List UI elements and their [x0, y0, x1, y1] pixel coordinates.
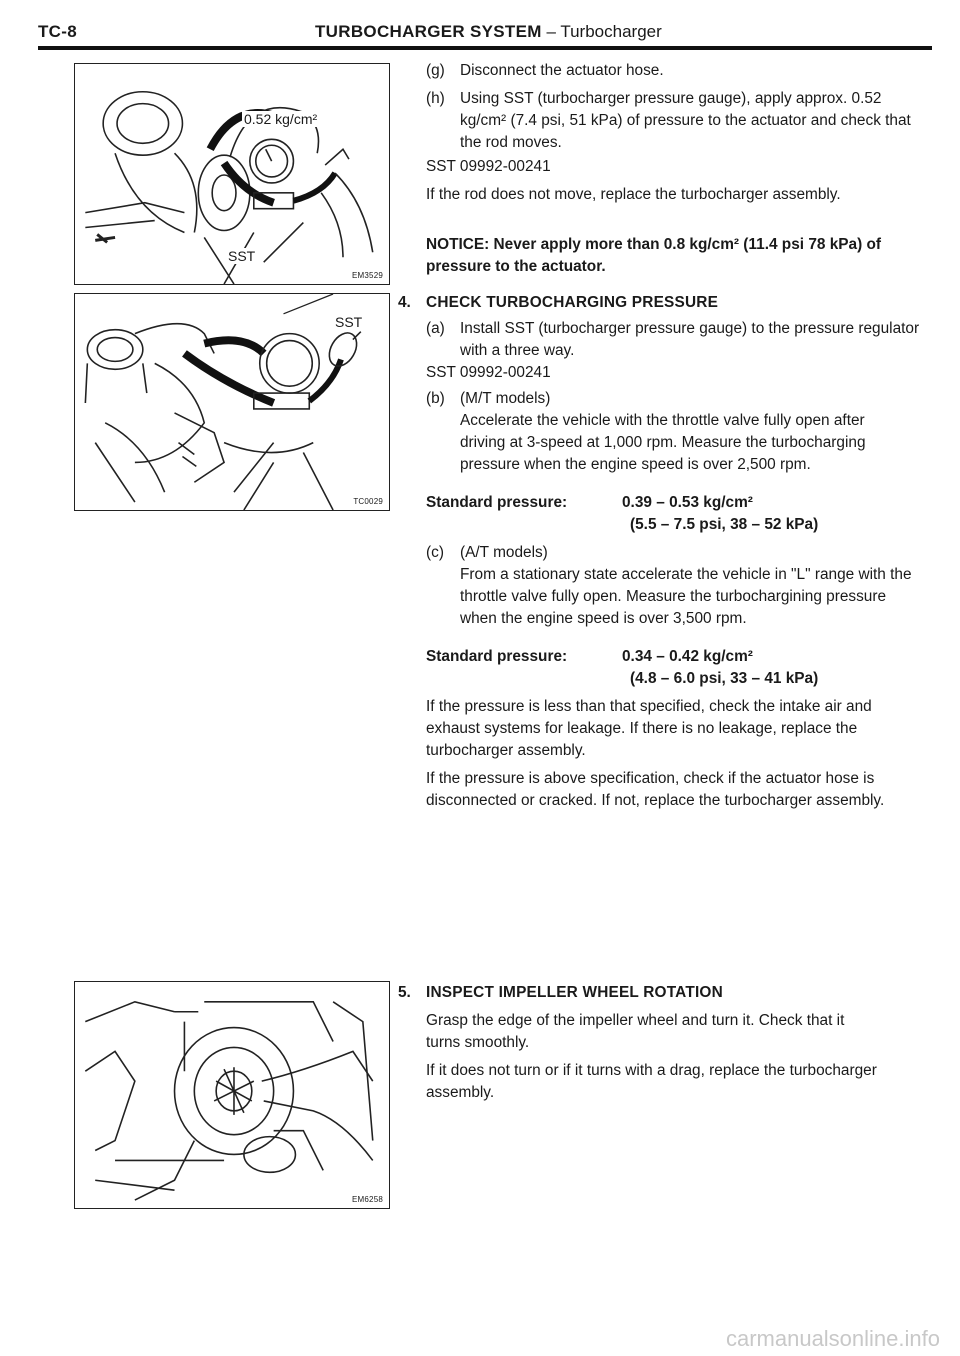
- section-5-number: 5.: [398, 984, 411, 1001]
- spec-c-value-2: (4.8 – 6.0 psi, 33 – 41 kPa): [630, 670, 819, 687]
- spec-c-value-1: 0.34 – 0.42 kg/cm²: [622, 648, 753, 665]
- step-a-sst: SST 09992-00241: [426, 364, 551, 381]
- step-c-text: From a stationary state accelerate the vehicle in "L" range with the throttle valve fully open. Measure the turbochargining pressure when the engine speed is over 3,500 rpm.: [460, 566, 912, 627]
- figure-code: EM3529: [352, 271, 383, 280]
- spec-b-label: Standard pressure:: [426, 494, 568, 511]
- figure-pressure-gauge: [74, 293, 390, 511]
- low-pressure-text: If the pressure is less than that specified, check the intake air and exhaust systems for leakage. If there is no leakage, replace the turbocharger assembly.: [426, 698, 872, 759]
- page-title: TURBOCHARGER SYSTEM – Turbocharger: [315, 22, 662, 41]
- step-b-text: Accelerate the vehicle with the throttle valve fully open after driving at 3-speed at 1,000 rpm. Measure the turbocharging pressure when the engine speed is over 2,500 rpm.: [460, 412, 866, 473]
- step-5-fail: If it does not turn or if it turns with a drag, replace the turbocharger assembly.: [426, 1062, 877, 1101]
- figure-label-sst: SST: [335, 314, 363, 330]
- figure-actuator-test: [74, 63, 390, 285]
- spec-b-value-2: (5.5 – 7.5 psi, 38 – 52 kPa): [630, 516, 819, 533]
- spec-c-label: Standard pressure:: [426, 648, 568, 665]
- figure-impeller-wheel: [74, 981, 390, 1209]
- step-5-text: Grasp the edge of the impeller wheel and turn it. Check that it turns smoothly.: [426, 1012, 845, 1051]
- spec-b-value-1: 0.39 – 0.53 kg/cm²: [622, 494, 753, 511]
- impeller-wheel-illustration: [75, 982, 389, 1208]
- watermark: carmanualsonline.info: [725, 1326, 940, 1351]
- section-4-title: CHECK TURBOCHARGING PRESSURE: [426, 294, 719, 311]
- section-5-title: INSPECT IMPELLER WHEEL ROTATION: [426, 984, 723, 1001]
- figure-label-pressure: 0.52 kg/cm²: [244, 111, 318, 127]
- step-h-sst: SST 09992-00241: [426, 158, 551, 175]
- notice-text: NOTICE: Never apply more than 0.8 kg/cm² (11.4 psi 78 kPa) of pressure to the actuator.: [426, 236, 882, 275]
- figure-label-sst: SST: [228, 248, 256, 264]
- step-h-fail: If the rod does not move, replace the turbocharger assembly.: [426, 186, 841, 203]
- high-pressure-text: If the pressure is above specification, check if the actuator hose is disconnected or cracked. If not, replace the turbocharger assembly.: [426, 770, 885, 809]
- figure-code: TC0029: [353, 497, 383, 506]
- section-4-number: 4.: [398, 294, 411, 311]
- page-header: [38, 22, 932, 46]
- figure-code: EM6258: [352, 1195, 383, 1204]
- procedure-text: (g) Disconnect the actuator hose. (h) Using SST (turbocharger pressure gauge), apply approx. 0.52 kg/cm² (7.4 psi, 51 kPa) of pressure to the actuator and check that the rod moves. SST 09992-00241 If the rod does not move, replace the turbocharger assembly. NOTICE: Never apply more than 0.8 kg/cm² (11.4 psi 78 kPa) of pressure to the actuator. 4. CHECK TURBOCHARGING PRESSURE (a) Install SST (turbocharger pressure gauge) to the pressure regulator with a three way. SST 09992-00241 (b) (M/T models) Accelerate the vehicle with the throttle valve fully open after driving at 3-speed at 1,000 rpm. Measure the turbocharging pressure when the engine speed is over 2,500 rpm. Standard pressure: 0.39 – 0.53 kg/cm² (5.5 – 7.5 psi, 38 – 52 kPa) (c) (A/T models) From a stationary state accelerate the vehicle in "L" range with the throttle valve fully open. Measure the turbochargining pressure when the engine speed is over 3,500 rpm. Standard pressure: 0.34 – 0.42 kg/cm² (4.8 – 6.0 psi, 33 – 41 kPa) If the pressure is less than that specified, check the intake air and exhaust systems for leakage. If there is no leakage, replace the turbocharger assembly. If the pressure is above specification, check if the actuator hose is disconnected or cracked. If not, replace the turbocharger assembly. 5. INSPECT IMPELLER WHEEL ROTATION Grasp the edge of the impeller wheel and turn it. Check that it turns smoothly. If it does not turn or if it turns with a drag, replace the turbocharger assembly.: [408, 60, 908, 1260]
- header-rule: [38, 46, 932, 50]
- page-code: TC-8: [38, 22, 77, 41]
